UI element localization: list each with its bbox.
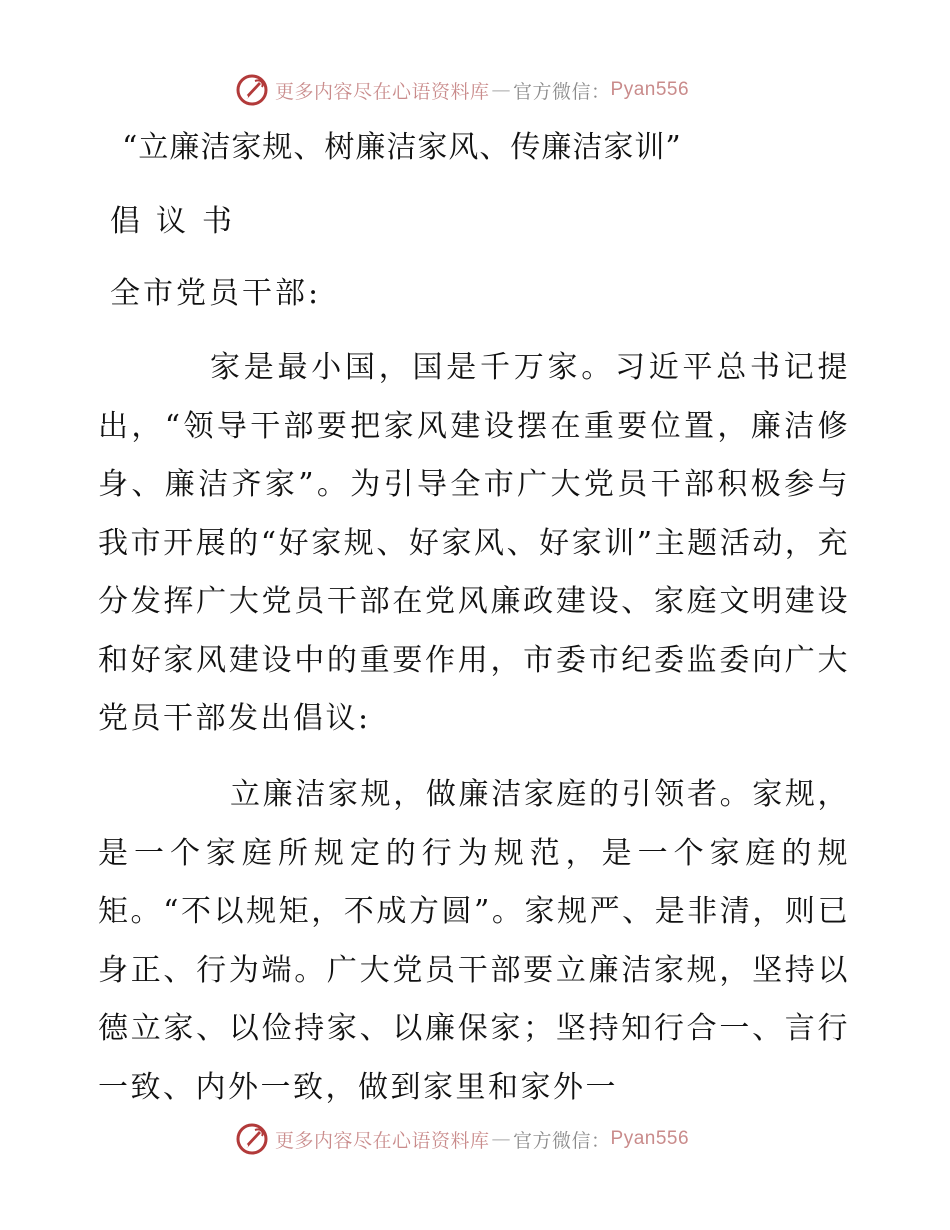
watermark-sub-text: 官方微信：	[513, 1129, 611, 1152]
watermark-dash: —	[491, 79, 512, 101]
footer-watermark	[235, 1121, 715, 1157]
paragraph-intro: 家是最小国，国是千万家。习近平总书记提出，“领导干部要把家风建设摆在重要位置，廉洁修身、廉洁齐家”。为引导全市广大党员干部积极参与我市开展的“好家规、好家风、好家训”主题活动，充分发挥广大党员干部在党风廉政建设、家庭文明建设和好家风建设中的重要作用，市委市纪委监委向广大党员干部发出倡议:	[98, 350, 850, 736]
quill-emblem-icon	[235, 1122, 269, 1156]
paragraph-family-rules: 立廉洁家规，做廉洁家庭的引领者。家规，是一个家庭所规定的行为规范，是一个家庭的规矩。“不以规矩，不成方圆”。家规严、是非清，则已身正、行为端。广大党员干部要立廉洁家规，坚持以德立家、以俭持家、以廉保家；坚持知行合一、言行一致、内外一致，做到家里和家外一	[98, 777, 850, 1105]
watermark-main-text: 更多内容尽在心语资料库	[275, 80, 490, 103]
document-salutation: 全市党员干部:	[110, 276, 322, 311]
document-title: “立廉洁家规、树廉洁家风、传廉洁家训”	[122, 130, 682, 165]
header-watermark	[235, 72, 715, 108]
watermark-id: Pyan556	[610, 79, 690, 100]
watermark-main-text: 更多内容尽在心语资料库	[275, 1129, 490, 1152]
watermark-id: Pyan556	[610, 1128, 690, 1149]
watermark-dash: —	[491, 1128, 512, 1150]
watermark-sub-text: 官方微信：	[513, 80, 611, 103]
quill-emblem-icon	[235, 73, 269, 107]
document-subtitle: 倡议书	[110, 204, 248, 239]
